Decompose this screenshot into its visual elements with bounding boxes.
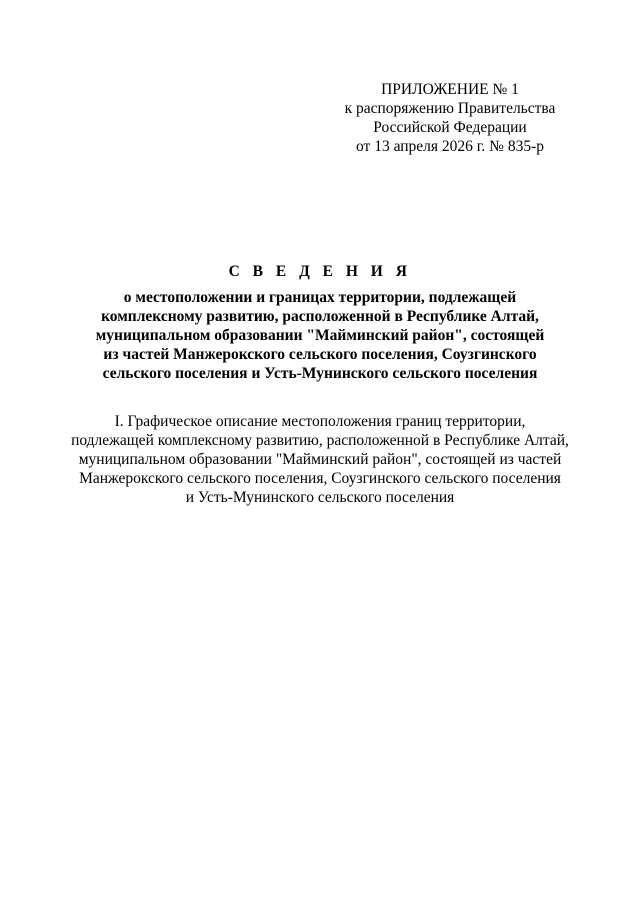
appendix-number: ПРИЛОЖЕНИЕ № 1 bbox=[381, 81, 519, 98]
appendix-date: от 13 апреля 2026 г. № 835-р bbox=[356, 138, 544, 155]
title-line: сельского поселения и Усть-Мунинского сельского поселения bbox=[102, 365, 538, 382]
title-heading: С В Е Д Е Н И Я bbox=[228, 263, 412, 280]
title-subheading bbox=[60, 288, 580, 383]
section-line: и Усть-Мунинского сельского поселения bbox=[185, 489, 455, 506]
title-line: из частей Манжерокского сельского поселения, Соузгинского bbox=[103, 346, 537, 363]
section-line: Манжерокского сельского поселения, Соузгинского сельского поселения bbox=[79, 470, 561, 487]
section-line: муниципальном образовании "Майминский район", состоящей из частей bbox=[78, 451, 562, 468]
appendix-reference: к распоряжению Правительства bbox=[344, 100, 556, 117]
appendix-authority: Российской Федерации bbox=[373, 119, 527, 136]
title-line: муниципальном образовании "Майминский район", состоящей bbox=[95, 327, 545, 344]
section-heading bbox=[40, 412, 600, 507]
document-title bbox=[60, 262, 580, 383]
section-line: I. Графическое описание местоположения границ территории, bbox=[114, 413, 526, 430]
title-line: комплексному развитию, расположенной в Республике Алтай, bbox=[101, 308, 539, 325]
section-line: подлежащей комплексному развитию, расположенной в Республике Алтай, bbox=[71, 432, 569, 449]
title-line: о местоположении и границах территории, подлежащей bbox=[123, 289, 517, 306]
appendix-header bbox=[330, 80, 570, 156]
